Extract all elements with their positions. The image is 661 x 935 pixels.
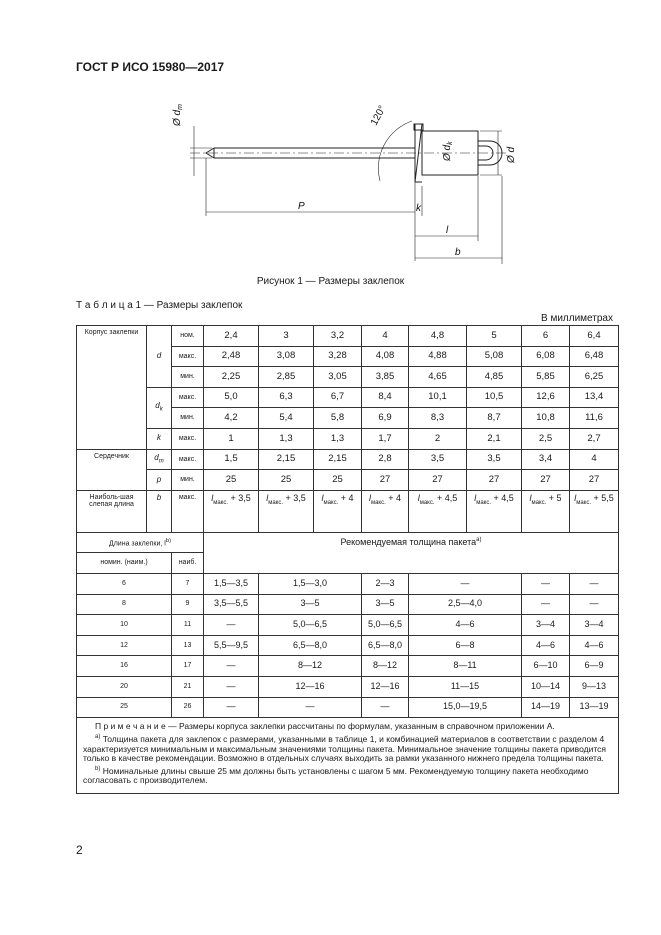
table-row: мин. 4,2 5,4 5,8 6,9 8,3 8,7 10,8 11,6 xyxy=(77,408,619,429)
page-number: 2 xyxy=(76,843,83,857)
lmax-cell: $l_{макс.} + 3,5$ xyxy=(204,490,259,532)
table-row: $d_k$ макс. 5,0 6,3 6,7 8,4 10,1 10,5 12,6 13,4 xyxy=(77,387,619,408)
dk-label: Ø $d_k$ xyxy=(442,141,454,161)
symbol-k: k xyxy=(147,428,172,449)
table-row: 12 13 5,5—9,5 6,5—8,0 6,5—8,0 6—8 4—6 4—6 xyxy=(77,635,619,656)
lmax-cell: $l_{макс.} + 4$ xyxy=(362,490,409,532)
table-row: 6 7 1,5—3,5 1,5—3,0 2—3 — — — xyxy=(77,573,619,594)
table-row: 20 21 — 12—16 12—16 11—15 10—14 9—13 xyxy=(77,676,619,697)
figure-caption: Рисунок 1 — Размеры заклепок xyxy=(256,276,405,287)
l-label: l xyxy=(446,225,449,236)
symbol-d: d xyxy=(147,326,172,388)
rivet-dimensions-figure xyxy=(150,86,517,266)
table-title: Т а б л и ц а 1 — Размеры заклепок xyxy=(76,300,243,311)
table-row: номин. (наим.) наиб. xyxy=(77,553,619,574)
dm-label: Ø $d_m$ xyxy=(172,104,184,126)
b-label: b xyxy=(455,247,461,258)
symbol-b: b xyxy=(147,490,172,532)
footnote-a: $^{a)}$ Толщина пакета для заклепок с размерами, указанными в таблице 1, и комбинацией материалов в соответствии с разделом 4 характеризуется минимальным и максимальным значениями толщины пакета. Минимальное значение толщины пакета приводится только в качестве рекомендации. Возможно в отдельных случаях выходить за рамки указанного нижнего предела толщины пакета. xyxy=(83,734,606,763)
document-header: ГОСТ Р ИСО 15980—2017 xyxy=(76,60,225,74)
lmax-cell: $l_{макс.} + 5$ xyxy=(522,490,570,532)
table-notes-row xyxy=(77,718,619,794)
lmax-cell: $l_{макс.} + 3,5$ xyxy=(259,490,314,532)
units-label: В миллиметрах xyxy=(541,313,613,324)
table-row: Наиболь-шая слепая длина b макс. $l_{макс.} + 3,5$ $l_{макс.} + 3,5$ $l_{макс.} + 4$ $l_{макс.} + 4$ $l_{макс.} + 4,5$ $l_{макс.} + 4,5$ $l_{макс.} + 5$ $l_{макс.} + 5,5$ xyxy=(77,490,619,532)
table-row xyxy=(77,532,619,553)
lmax-cell: $l_{макс.} + 4,5$ xyxy=(467,490,522,532)
lmax-cell: $l_{макс.} + 4$ xyxy=(314,490,362,532)
group-mandrel: Сердечник xyxy=(77,449,147,490)
angle-label: 120° xyxy=(368,103,389,128)
lmax-cell: $l_{макс.} + 5,5$ xyxy=(570,490,619,532)
table-row: Корпус заклепки d ном. 2,4 3 3,2 4 4,8 5 6 6,4 xyxy=(77,326,619,347)
table-row: 16 17 — 8—12 8—12 8—11 6—10 6—9 xyxy=(77,656,619,677)
table-row: 25 26 — — — 15,0—19,5 14—19 13—19 xyxy=(77,697,619,718)
symbol-p: p xyxy=(147,470,172,491)
table-notes xyxy=(77,718,619,794)
d-label: Ø d xyxy=(506,146,517,163)
length-header: Длина заклепки, $l^{b)}$ xyxy=(77,532,204,553)
lmax-cell: $l_{макс.} + 4,5$ xyxy=(409,490,467,532)
table-row: макс. 2,48 3,08 3,28 4,08 4,88 5,08 6,08 6,48 xyxy=(77,346,619,367)
footnote-b: $^{b)}$ Номинальные длины свыше 25 мм должны быть установлены с шагом 5 мм. Рекомендуемую толщину пакета необходимо согласовать с производителем. xyxy=(83,766,589,786)
group-grip: Наиболь-шая слепая длина xyxy=(77,490,147,532)
table-row: p мин. 25 25 25 27 27 27 27 27 xyxy=(77,470,619,491)
thickness-header: Рекомендуемая толщина пакета$^{a)}$ xyxy=(204,532,619,573)
symbol-dk: $d_k$ xyxy=(147,387,172,428)
table-row: 10 11 — 5,0—6,5 5,0—6,5 4—6 3—4 3—4 xyxy=(77,615,619,636)
k-label: k xyxy=(416,203,421,214)
group-body: Корпус заклепки xyxy=(77,326,147,450)
table-row: Сердечник $d_m$ макс. 1,5 2,15 2,15 2,8 3,5 3,5 3,4 4 xyxy=(77,449,619,470)
table-row: мин. 2,25 2,85 3,05 3,85 4,65 4,85 5,85 6,25 xyxy=(77,367,619,388)
p-label: P xyxy=(298,201,305,212)
note: П р и м е ч а н и е — Размеры корпуса заклепки рассчитаны по формулам, указанным в справочном приложении А. xyxy=(95,721,555,732)
rivet-dimensions-table xyxy=(76,325,619,794)
table-row: 8 9 3,5—5,5 3—5 3—5 2,5—4,0 — — xyxy=(77,594,619,615)
symbol-dm: $d_m$ xyxy=(147,449,172,470)
table-row: k макс. 1 1,3 1,3 1,7 2 2,1 2,5 2,7 xyxy=(77,428,619,449)
